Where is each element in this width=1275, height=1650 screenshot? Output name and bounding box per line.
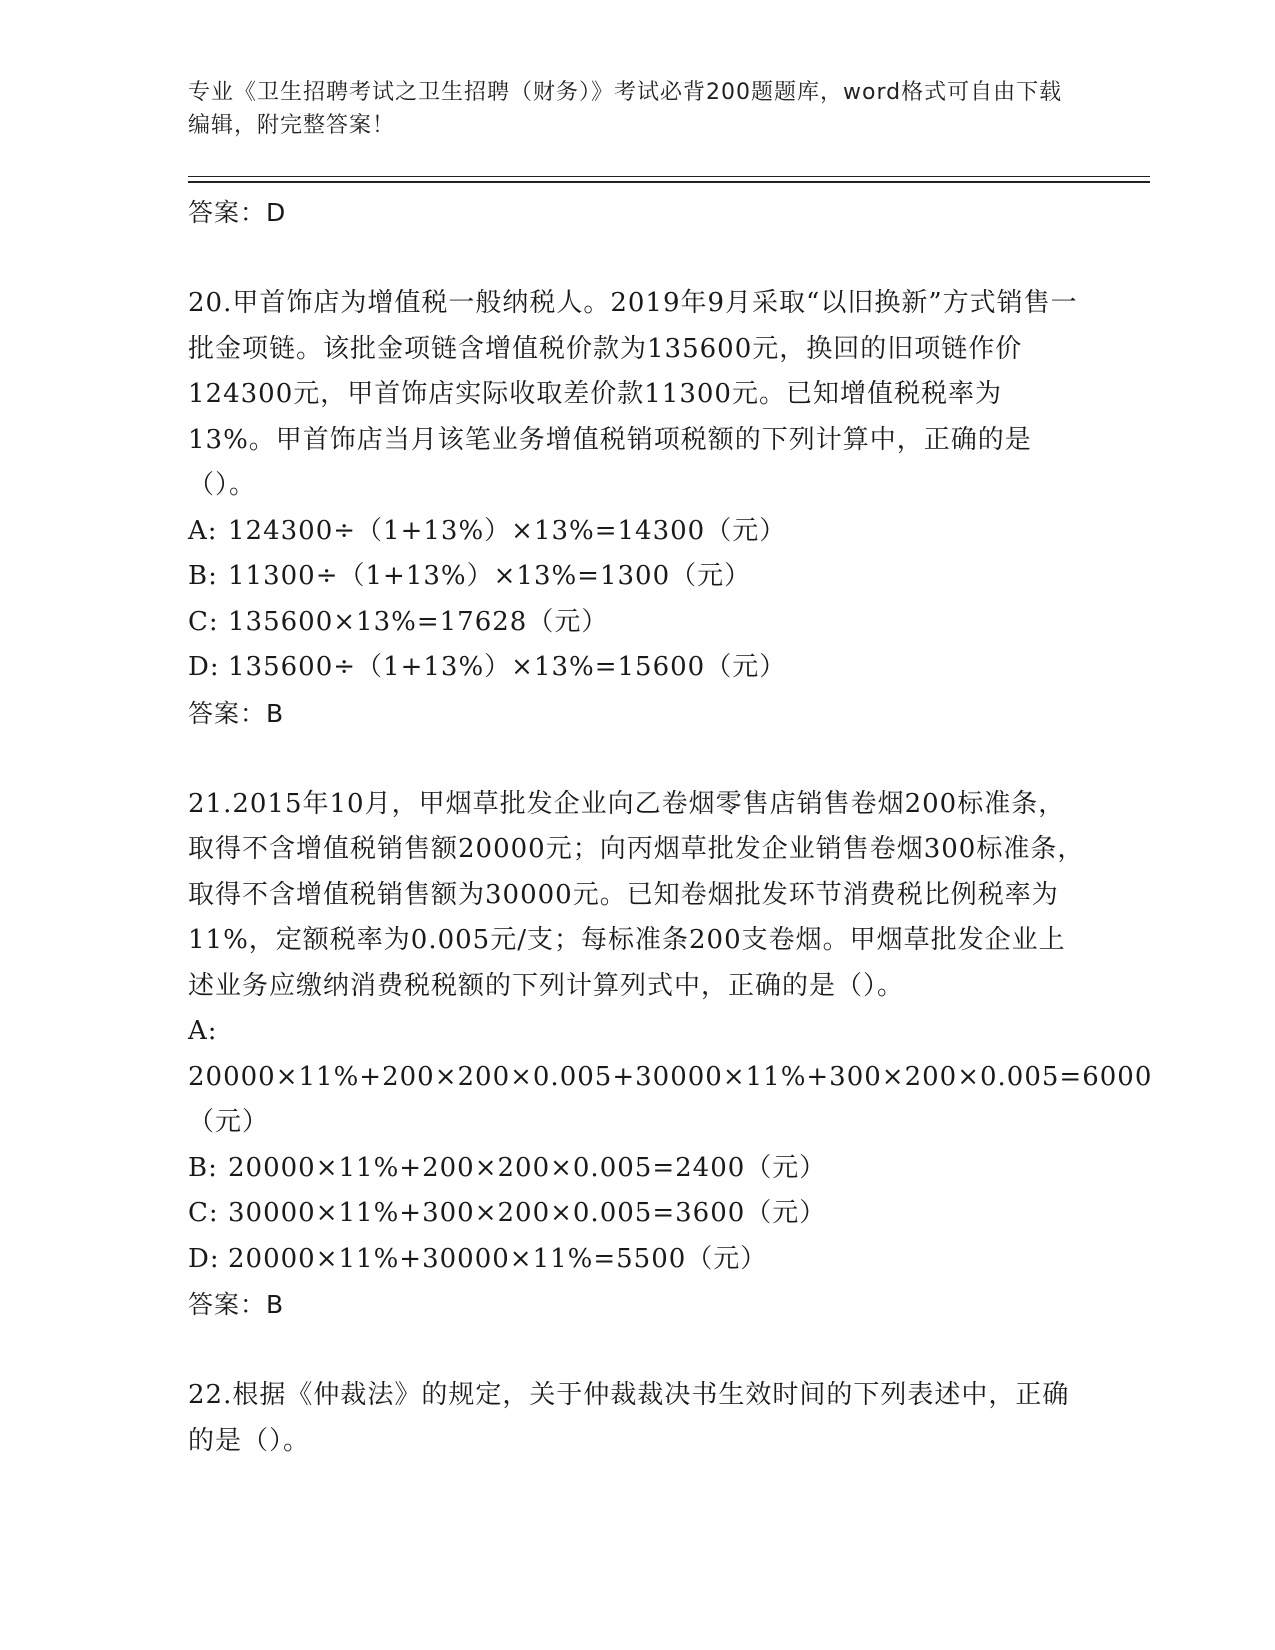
document-header [188, 76, 1068, 142]
prev-answer: 答案：D [188, 198, 287, 227]
option-b [188, 1146, 1088, 1192]
option-text: 20000×11%+200×200×0.005=2400（元） [228, 1152, 827, 1183]
question-answer: 答案：B [188, 698, 285, 728]
question-stem: 20.甲首饰店为增值税一般纳税人。2019年9月采取“以旧换新”方式销售一批金项链。该批金项链含增值税价款为135600元，换回的旧项链作价124300元，甲首饰店实际收取差价款11300元。已知增值税税率为13%。甲首饰店当月该笔业务增值税销项税额的下列计算中，正确的是（）。 [188, 288, 1078, 500]
option-letter: D: [188, 1243, 220, 1274]
option-text: 135600×13%=17628（元） [228, 606, 609, 637]
option-d [188, 1237, 1088, 1283]
question-stem: 22.根据《仲裁法》的规定，关于仲裁裁决书生效时间的下列表述中，正确的是（）。 [188, 1380, 1070, 1456]
option-text: 11300÷（1+13%）×13%=1300（元） [228, 561, 752, 591]
option-letter: A: [188, 1016, 218, 1046]
option-letter: B: [188, 1152, 218, 1183]
question-stem: 21.2015年10月，甲烟草批发企业向乙卷烟零售店销售卷烟200标准条，取得不含增值税销售额20000元；向丙烟草批发企业销售卷烟300标准条，取得不含增值税销售额为30000元。已知卷烟批发环节消费税比例税率为11%，定额税率为0.005元/支；每标准条200支卷烟。甲烟草批发企业上述业务应缴纳消费税税额的下列计算列式中，正确的是（）。 [188, 788, 1085, 1001]
option-a [188, 1009, 1153, 1146]
option-letter: D: [188, 652, 220, 682]
option-letter: A: [188, 515, 218, 546]
header-rule-thick [188, 181, 1150, 183]
document-content [188, 190, 1153, 1464]
option-c [188, 600, 1088, 646]
option-c [188, 1191, 1088, 1237]
option-letter: C: [188, 606, 219, 637]
question-20 [188, 281, 1088, 736]
option-letter: B: [188, 561, 218, 591]
question-22 [188, 1373, 1088, 1464]
question-21 [188, 782, 1153, 1328]
option-letter: C: [188, 1198, 219, 1228]
option-text: 20000×11%+200×200×0.005+30000×11%+300×200×0.005=6000（元） [188, 1061, 1153, 1137]
header-rule-thin [188, 176, 1150, 177]
option-text: 135600÷（1+13%）×13%=15600（元） [228, 652, 787, 682]
option-a [188, 509, 1088, 555]
option-text: 124300÷（1+13%）×13%=14300（元） [228, 515, 787, 546]
header-text: 专业《卫生招聘考试之卫生招聘（财务）》考试必背200题题库，word格式可自由下载编辑，附完整答案！ [188, 80, 1063, 138]
question-answer: 答案：B [188, 1290, 285, 1319]
option-d [188, 645, 1088, 691]
option-b [188, 554, 1088, 600]
option-text: 20000×11%+30000×11%=5500（元） [228, 1243, 768, 1274]
option-text: 30000×11%+300×200×0.005=3600（元） [228, 1198, 827, 1228]
